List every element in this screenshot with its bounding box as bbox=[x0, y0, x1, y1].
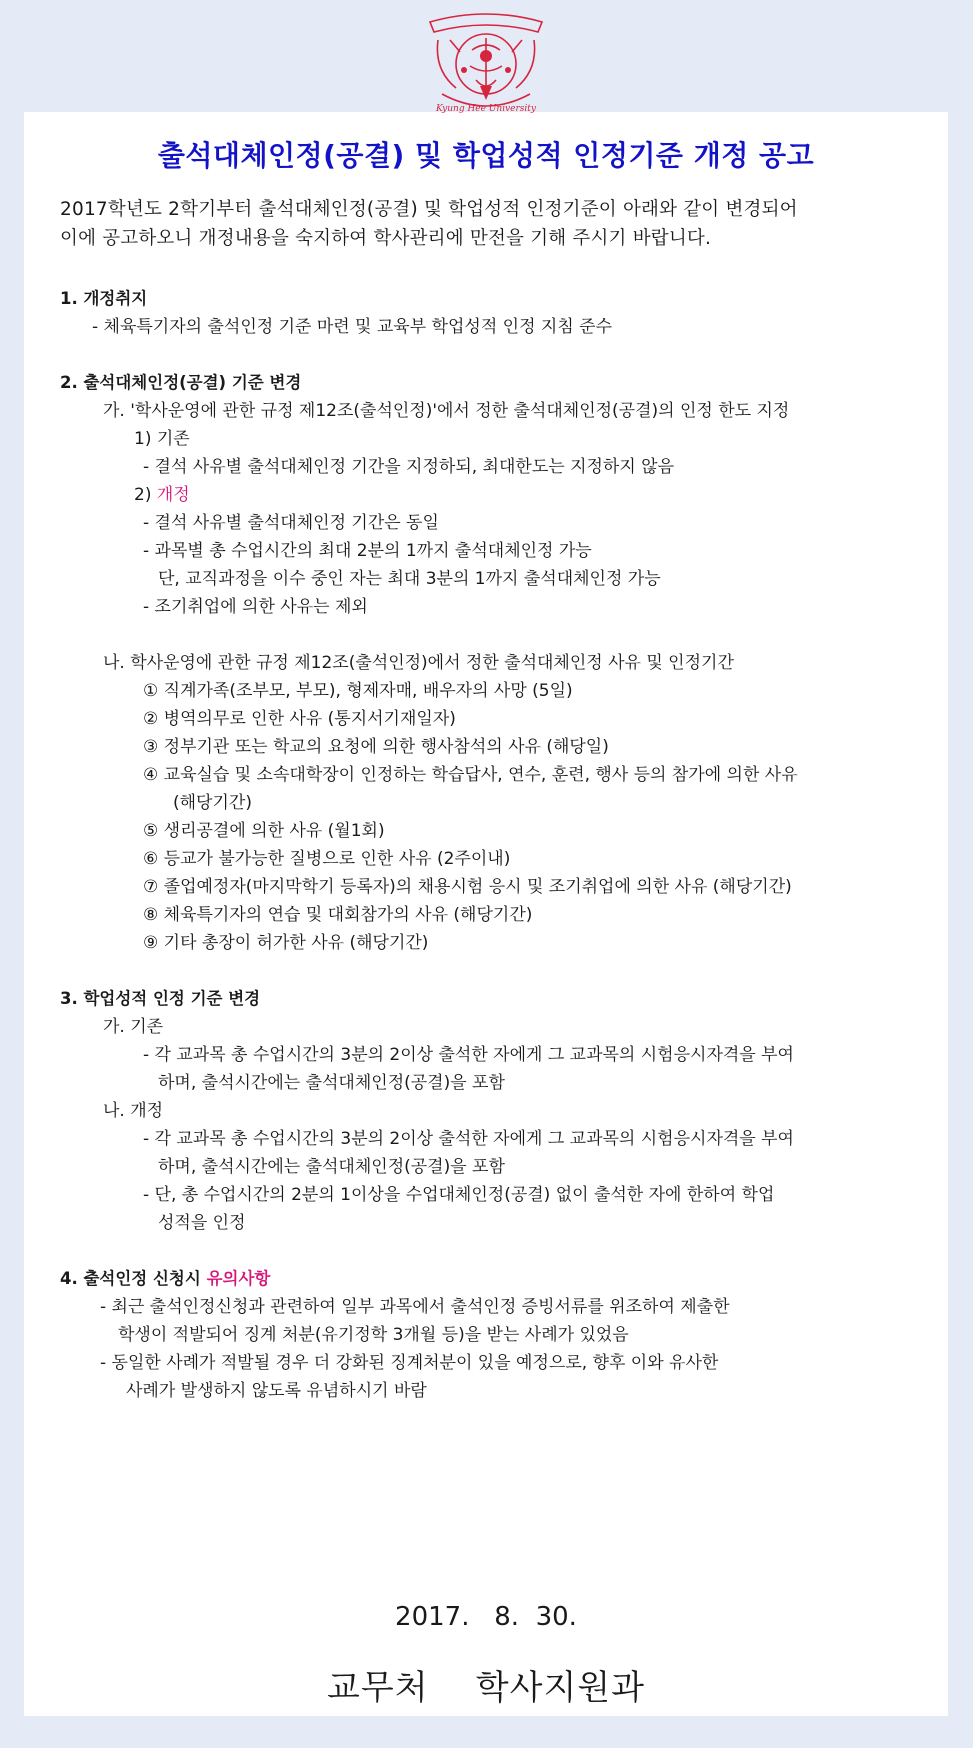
section-4-item-1: - 최근 출석인정신청과 관련하여 일부 과목에서 출석인정 증빙서류를 위조하여 제출한 bbox=[100, 1297, 730, 1317]
section-3-ga-item-1-cont: 하며, 출석시간에는 출석대체인정(공결)을 포함 bbox=[158, 1073, 505, 1093]
section-1-heading: 1. 개정취지 bbox=[60, 289, 148, 308]
section-2-ga-before-item: - 결석 사유별 출석대체인정 기간을 지정하되, 최대한도는 지정하지 않음 bbox=[143, 457, 675, 477]
section-2-ga-after-item-3: 단, 교직과정을 이수 중인 자는 최대 3분의 1까지 출석대체인정 가능 bbox=[158, 569, 661, 589]
section-2-ga-heading: 가. '학사운영에 관한 규정 제12조(출석인정)'에서 정한 출석대체인정(공결)의 인정 한도 지정 bbox=[103, 401, 790, 421]
section-4-heading bbox=[60, 1268, 270, 1290]
notice-date: 2017. 8. 30. bbox=[395, 1602, 577, 1632]
section-3-na-label: 나. 개정 bbox=[103, 1101, 164, 1121]
reason-item-2: ② 병역의무로 인한 사유 (통지서기재일자) bbox=[143, 709, 456, 729]
intro-line-1: 2017학년도 2학기부터 출석대체인정(공결) 및 학업성적 인정기준이 아래와 같이 변경되어 bbox=[60, 199, 798, 220]
section-2-ga-after-label bbox=[134, 484, 190, 506]
section-2-ga-before-label: 1) 기존 bbox=[134, 429, 190, 449]
section-1-item: - 체육특기자의 출석인정 기준 마련 및 교육부 학업성적 인정 지침 준수 bbox=[92, 317, 612, 337]
after-highlight-word: 개정 bbox=[156, 485, 190, 505]
section-3-heading: 3. 학업성적 인정 기준 변경 bbox=[60, 989, 261, 1008]
reason-item-8: ⑧ 체육특기자의 연습 및 대회참가의 사유 (해당기간) bbox=[143, 905, 533, 925]
reason-item-6: ⑥ 등교가 불가능한 질병으로 인한 사유 (2주이내) bbox=[143, 849, 511, 869]
reason-item-7: ⑦ 졸업예정자(마지막학기 등록자)의 채용시험 응시 및 조기취업에 의한 사유 (해당기간) bbox=[143, 877, 792, 897]
section-4-heading-text: 4. 출석인정 신청시 bbox=[60, 1269, 207, 1288]
section-2-ga-after-item-1: - 결석 사유별 출석대체인정 기간은 동일 bbox=[143, 513, 439, 533]
intro-line-2: 이에 공고하오니 개정내용을 숙지하여 학사관리에 만전을 기해 주시기 바랍니다. bbox=[60, 228, 712, 249]
section-4-highlight: 유의사항 bbox=[206, 1269, 271, 1288]
section-4-item-2-cont: 사례가 발생하지 않도록 유념하시기 바람 bbox=[126, 1381, 427, 1401]
section-3-na-item-1-cont: 하며, 출석시간에는 출석대체인정(공결)을 포함 bbox=[158, 1157, 505, 1177]
section-2-na-heading: 나. 학사운영에 관한 규정 제12조(출석인정)에서 정한 출석대체인정 사유 및 인정기간 bbox=[103, 653, 734, 673]
reason-item-5: ⑤ 생리공결에 의한 사유 (월1회) bbox=[143, 821, 385, 841]
reason-item-3: ③ 정부기관 또는 학교의 요청에 의한 행사참석의 사유 (해당일) bbox=[143, 737, 609, 757]
section-2-heading: 2. 출석대체인정(공결) 기준 변경 bbox=[60, 373, 302, 392]
section-3-ga-label: 가. 기존 bbox=[103, 1017, 164, 1037]
reason-item-1: ① 직계가족(조부모, 부모), 형제자매, 배우자의 사망 (5일) bbox=[143, 681, 573, 701]
notice-title: 출석대체인정(공결) 및 학업성적 인정기준 개정 공고 bbox=[157, 139, 815, 172]
reason-item-4: ④ 교육실습 및 소속대학장이 인정하는 학습답사, 연수, 훈련, 행사 등의 참가에 의한 사유 bbox=[143, 765, 798, 785]
section-2-ga-after-item-2: - 과목별 총 수업시간의 최대 2분의 1까지 출석대체인정 가능 bbox=[143, 541, 592, 561]
section-3-na-item-1: - 각 교과목 총 수업시간의 3분의 2이상 출석한 자에게 그 교과목의 시험응시자격을 부여 bbox=[143, 1129, 794, 1149]
section-3-ga-item-1: - 각 교과목 총 수업시간의 3분의 2이상 출석한 자에게 그 교과목의 시험응시자격을 부여 bbox=[143, 1045, 794, 1065]
section-3-na-item-2-cont: 성적을 인정 bbox=[158, 1213, 246, 1233]
after-number: 2) bbox=[134, 485, 157, 505]
section-3-na-item-2: - 단, 총 수업시간의 2분의 1이상을 수업대체인정(공결) 없이 출석한 자에 한하여 학업 bbox=[143, 1185, 775, 1205]
svg-text:Kyung Hee University: Kyung Hee University bbox=[436, 104, 536, 114]
reason-item-4-cont: (해당기간) bbox=[173, 793, 252, 813]
section-2-ga-after-item-4: - 조기취업에 의한 사유는 제외 bbox=[143, 597, 368, 617]
section-4-item-2: - 동일한 사례가 적발될 경우 더 강화된 징계처분이 있을 예정으로, 향후 이와 유사한 bbox=[100, 1353, 719, 1373]
section-4-item-1-cont: 학생이 적발되어 징계 처분(유기정학 3개월 등)을 받는 사례가 있었음 bbox=[118, 1325, 629, 1345]
issuing-office: 교무처 학사지원과 bbox=[327, 1668, 645, 1708]
reason-item-9: ⑨ 기타 총장이 허가한 사유 (해당기간) bbox=[143, 933, 429, 953]
university-seal-logo bbox=[420, 10, 552, 114]
